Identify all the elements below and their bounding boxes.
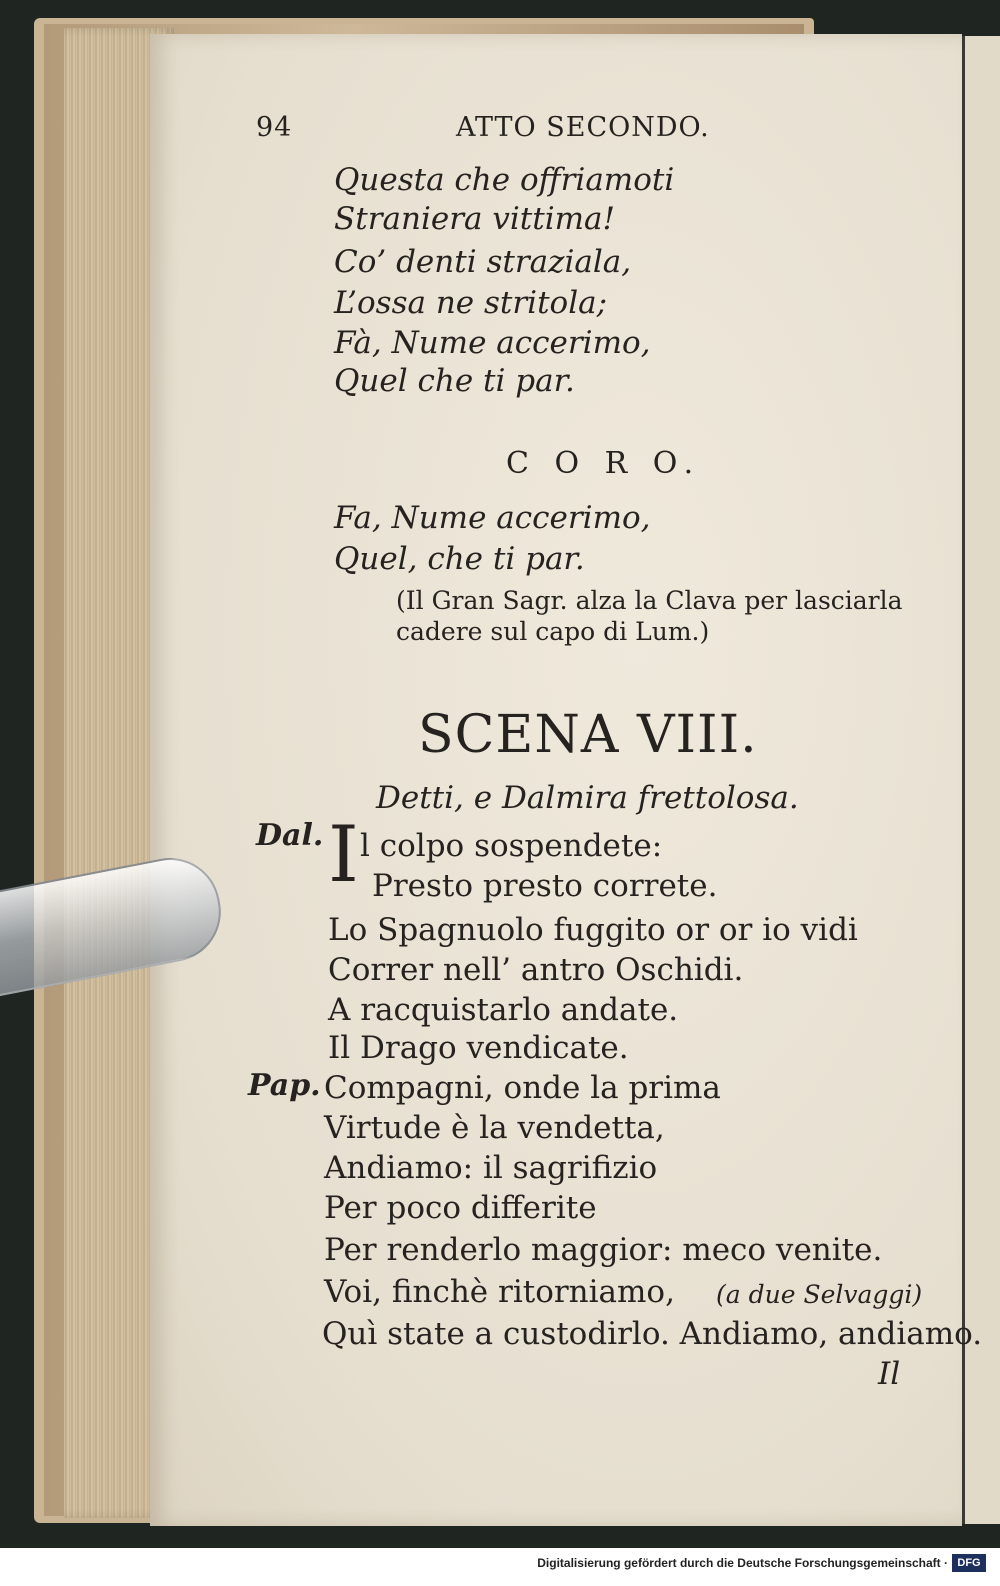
coro-heading: C O R O.	[506, 446, 702, 481]
stage-direction: (Il Gran Sagr. alza la Clava per lasciarla	[396, 586, 903, 615]
scene-subtitle: Detti, e Dalmira frettolosa.	[376, 780, 799, 816]
verse-line: Presto presto correte.	[372, 868, 718, 904]
verse-line: Co’ denti straziala,	[334, 244, 632, 280]
verse-line: Compagni, onde la prima	[324, 1070, 721, 1106]
scene-title: SCENA VIII.	[418, 705, 758, 765]
verse-line: Voi, finchè ritorniamo,	[324, 1274, 675, 1310]
verse-line: L’ossa ne stritola;	[334, 285, 608, 321]
verse-line: Quì state a custodirlo. Andiamo, andiamo.	[322, 1316, 983, 1352]
page-number: 94	[256, 112, 293, 143]
coro-line: Quel, che ti par.	[334, 541, 585, 577]
speaker-label: Pap.	[248, 1068, 321, 1103]
drop-cap: I	[328, 810, 359, 900]
funding-credit: Digitalisierung gefördert durch die Deutsche Forschungsgemeinschaft ·	[537, 1556, 948, 1570]
verse-line: l colpo sospendete:	[360, 828, 663, 864]
speaker-label: Dal.	[256, 818, 324, 853]
verse-line: Questa che offriamoti	[334, 162, 675, 198]
verse-line: Lo Spagnuolo fuggito or or io vidi	[328, 912, 858, 948]
stage-direction: cadere sul capo di Lum.)	[396, 617, 710, 646]
verse-line: Per poco differite	[324, 1190, 597, 1226]
catchword: Il	[878, 1356, 901, 1392]
verse-line: Straniera vittima!	[334, 201, 615, 237]
aside-direction: (a due Selvaggi)	[716, 1280, 923, 1309]
running-header: ATTO SECONDO.	[456, 112, 710, 143]
verse-line: Quel che ti par.	[334, 363, 575, 399]
dfg-logo: DFG	[952, 1554, 986, 1572]
verse-line: Per renderlo maggior: meco venite.	[324, 1232, 883, 1268]
facing-page-edge	[962, 36, 1000, 1524]
verse-line: Il Drago vendicate.	[328, 1030, 629, 1066]
coro-line: Fa, Nume accerimo,	[334, 500, 651, 536]
verse-line: A racquistarlo andate.	[328, 992, 679, 1028]
verse-line: Correr nell’ antro Oschidi.	[328, 952, 744, 988]
verse-line: Fà, Nume accerimo,	[334, 325, 651, 361]
verse-line: Virtude è la vendetta,	[324, 1110, 665, 1146]
verse-line: Andiamo: il sagrifizio	[324, 1150, 658, 1186]
